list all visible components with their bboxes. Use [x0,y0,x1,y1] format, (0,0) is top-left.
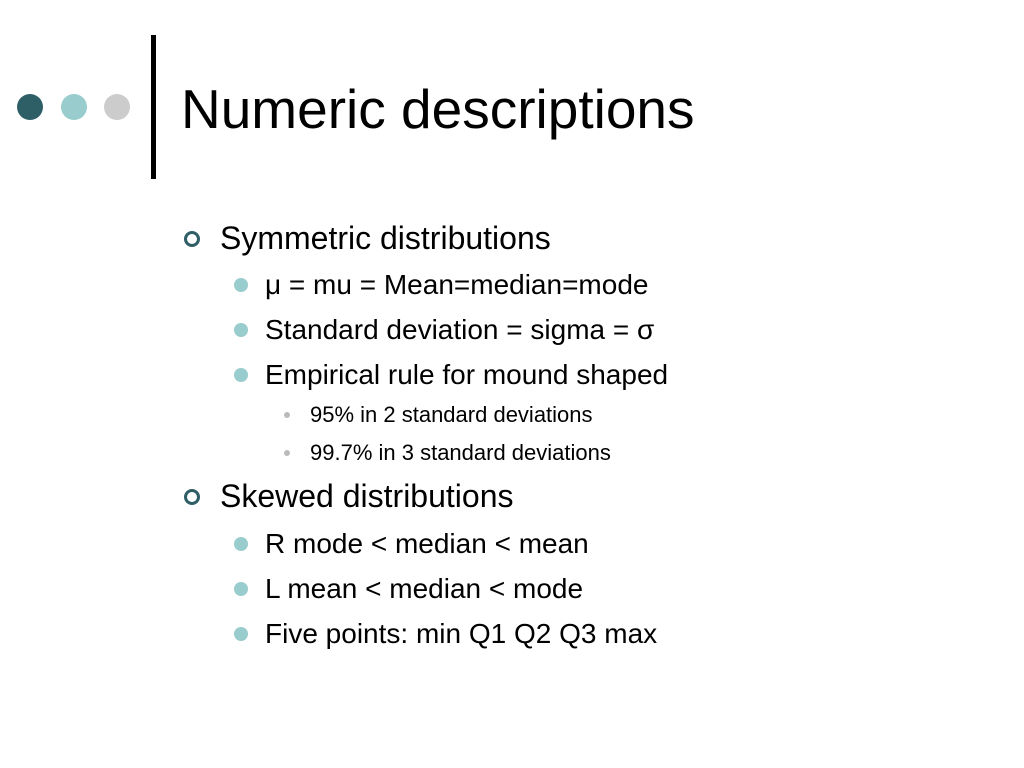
dot-bullet-icon [234,537,248,551]
bullet-label: Five points: min Q1 Q2 Q3 max [265,618,658,649]
bullet-symmetric [220,218,551,258]
small-dot-bullet-icon [284,412,290,418]
ring-bullet-icon [184,231,200,247]
bullet-five-points [265,616,657,652]
dot-bullet-icon [234,278,248,292]
dot-bullet-icon [234,582,248,596]
bullet-skewed [220,476,513,516]
small-dot-bullet-icon [284,450,290,456]
bullet-sigma [265,312,654,348]
dot-bullet-icon [234,323,248,337]
bullet-empirical [265,357,668,393]
bullet-label: 95% in 2 standard deviations [310,402,593,427]
bullet-left-skew [265,571,583,607]
bullet-label: L mean < median < mode [265,573,584,604]
dot-bullet-icon [234,368,248,382]
bullet-label: Standard deviation = sigma = σ [265,314,655,345]
bullet-99-7 [310,439,611,467]
bullet-95 [310,401,593,429]
slide-title: Numeric descriptions [181,78,695,140]
bullet-label: Symmetric distributions [220,220,551,256]
ring-bullet-icon [184,489,200,505]
bullet-label: Skewed distributions [220,478,514,514]
bullet-label: R mode < median < mean [265,528,589,559]
bullet-label: 99.7% in 3 standard deviations [310,440,611,465]
bullet-label: μ = mu = Mean=median=mode [265,269,649,300]
bullet-mu [265,267,648,303]
bullet-right-skew [265,526,589,562]
dot-bullet-icon [234,627,248,641]
bullet-label: Empirical rule for mound shaped [265,359,669,390]
